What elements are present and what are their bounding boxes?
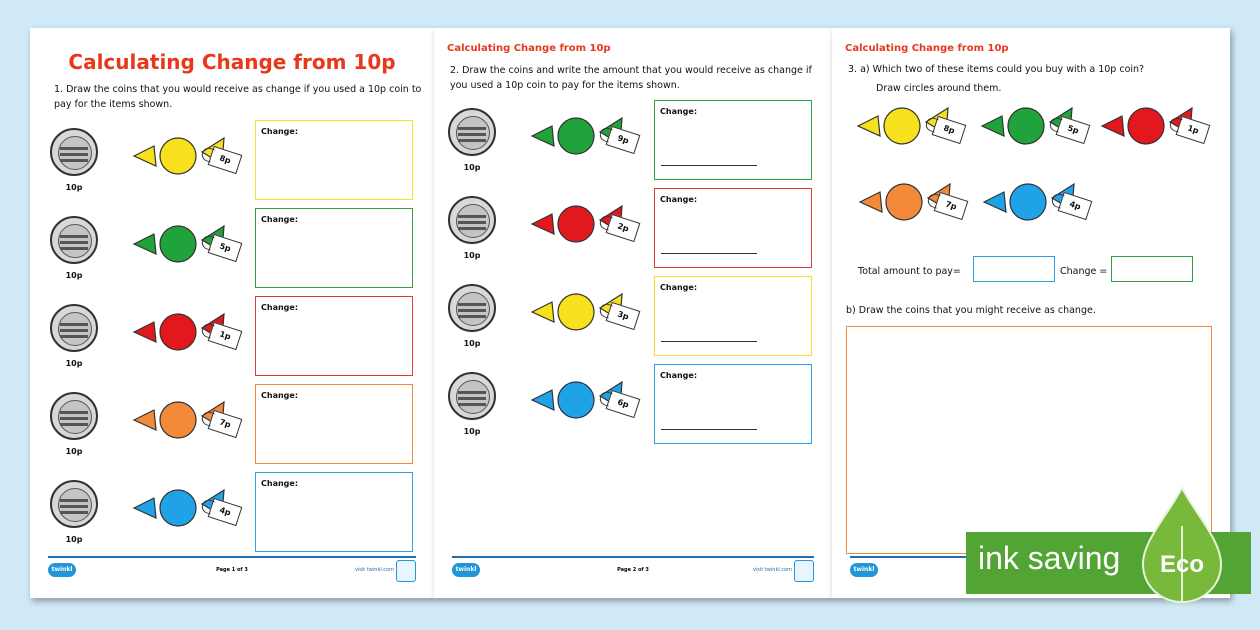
change-label: Change:: [660, 371, 698, 380]
question-b-text: b) Draw the coins that you might receive as change.: [846, 305, 1096, 316]
coin-label: 10p: [65, 535, 83, 544]
price-tag: 7p: [208, 410, 243, 438]
quality-badge-icon: [396, 560, 416, 582]
coin-label: 10p: [463, 251, 481, 260]
coin-label: 10p: [65, 271, 83, 280]
page-number: Page 1 of 3: [216, 567, 248, 573]
answer-line: [661, 165, 757, 166]
price-tag: 2p: [606, 214, 641, 242]
ten-pence-coin-icon: [50, 216, 98, 264]
page-title: Calculating Change from 10p: [845, 43, 1009, 54]
price-tag: 5p: [208, 234, 243, 262]
ten-pence-coin-icon: [50, 128, 98, 176]
answer-line: [661, 429, 757, 430]
change-input-box[interactable]: [1111, 256, 1193, 282]
change-label: Change:: [660, 283, 698, 292]
price-tag: 8p: [208, 146, 243, 174]
change-answer-box[interactable]: [654, 100, 812, 180]
instruction-text: 2. Draw the coins and write the amount that you would receive as change if you used a 10p coin to pay for the items shown.: [450, 65, 812, 91]
worksheet-page-2: [434, 28, 832, 598]
change-answer-box[interactable]: [255, 472, 413, 552]
worksheet-page-1: [30, 28, 434, 598]
change-label: Change:: [261, 127, 299, 136]
price-tag: 1p: [208, 322, 243, 350]
change-label: Change:: [261, 215, 299, 224]
ten-pence-coin-icon: [50, 304, 98, 352]
ten-pence-coin-icon: [50, 480, 98, 528]
coin-label: 10p: [65, 447, 83, 456]
page-footer: [48, 556, 416, 582]
change-answer-box[interactable]: [654, 364, 812, 444]
page-number: Page 2 of 3: [617, 567, 649, 573]
coin-label: 10p: [463, 339, 481, 348]
ten-pence-coin-icon: [448, 372, 496, 420]
ten-pence-coin-icon: [50, 392, 98, 440]
price-tag: 4p: [1058, 192, 1093, 220]
answer-line: [661, 341, 757, 342]
coin-label: 10p: [463, 427, 481, 436]
twinkl-logo: twinkl: [850, 563, 878, 577]
eco-badge-text: Eco: [1159, 551, 1205, 578]
price-tag: 4p: [208, 498, 243, 526]
price-tag: 9p: [606, 126, 641, 154]
ink-saving-text: ink saving: [978, 540, 1121, 576]
visit-link[interactable]: visit twinkl.com: [752, 567, 792, 573]
change-answer-box[interactable]: [255, 296, 413, 376]
page-title: Calculating Change from 10p: [68, 50, 396, 74]
ten-pence-coin-icon: [448, 108, 496, 156]
change-answer-box[interactable]: [255, 384, 413, 464]
page-title: Calculating Change from 10p: [447, 43, 611, 54]
coin-label: 10p: [463, 163, 481, 172]
price-tag: 6p: [606, 390, 641, 418]
change-answer-box[interactable]: [255, 120, 413, 200]
ten-pence-coin-icon: [448, 284, 496, 332]
coin-label: 10p: [65, 183, 83, 192]
change-label: Change =: [1060, 266, 1108, 277]
change-label: Change:: [660, 195, 698, 204]
total-input-box[interactable]: [973, 256, 1055, 282]
total-label: Total amount to pay=: [858, 266, 961, 277]
price-tag: 7p: [934, 192, 969, 220]
question-a-subtext: Draw circles around them.: [876, 83, 1002, 94]
price-tag: 5p: [1056, 116, 1091, 144]
price-tag: 8p: [932, 116, 967, 144]
price-tag: 3p: [606, 302, 641, 330]
change-answer-box[interactable]: [654, 188, 812, 268]
change-label: Change:: [660, 107, 698, 116]
instruction-text: 1. Draw the coins that you would receive as change if you used a 10p coin to pay for the items shown.: [54, 84, 422, 110]
eco-drop-icon: [1139, 486, 1225, 604]
change-label: Change:: [261, 303, 299, 312]
change-answer-box[interactable]: [654, 276, 812, 356]
change-label: Change:: [261, 391, 299, 400]
question-a-text: 3. a) Which two of these items could you buy with a 10p coin?: [848, 64, 1145, 75]
change-answer-box[interactable]: [255, 208, 413, 288]
price-tag: 1p: [1176, 116, 1211, 144]
twinkl-logo: twinkl: [48, 563, 76, 577]
page-footer: [452, 556, 814, 582]
change-label: Change:: [261, 479, 299, 488]
coin-label: 10p: [65, 359, 83, 368]
visit-link[interactable]: visit twinkl.com: [354, 567, 394, 573]
quality-badge-icon: [794, 560, 814, 582]
ten-pence-coin-icon: [448, 196, 496, 244]
answer-line: [661, 253, 757, 254]
twinkl-logo: twinkl: [452, 563, 480, 577]
